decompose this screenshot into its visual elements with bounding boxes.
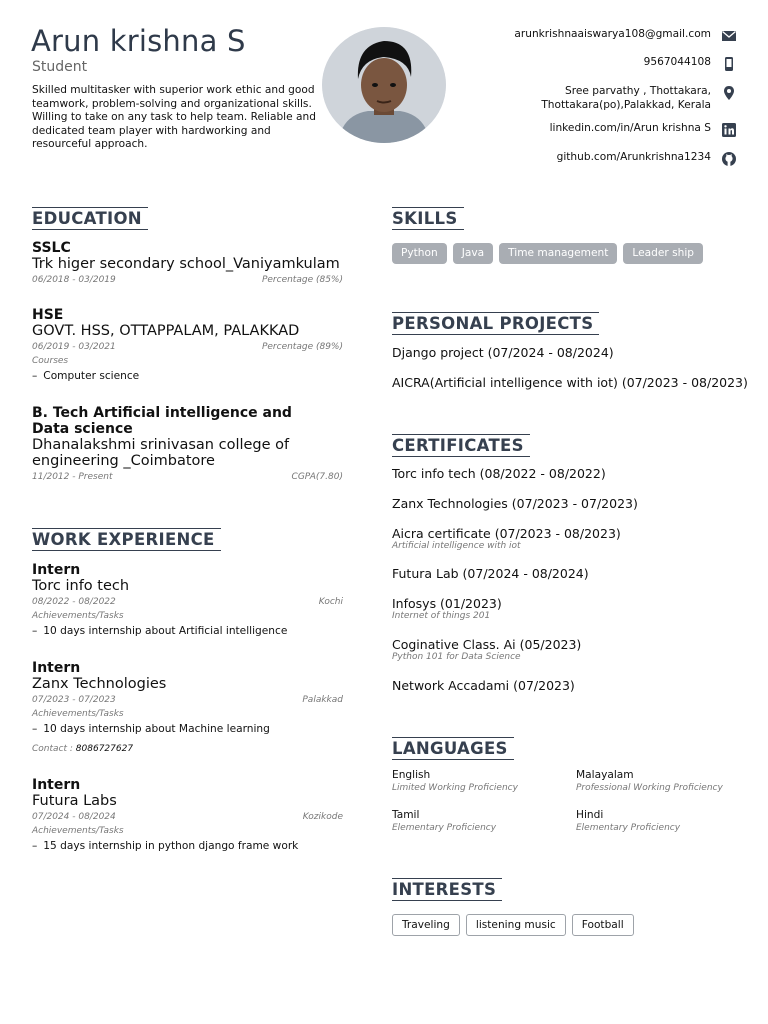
address-line-2: Thottakara(po),Palakkad, Kerala	[541, 98, 711, 111]
work-location: Kozikode	[302, 812, 343, 822]
interest-tag: Football	[572, 914, 634, 936]
contact-email[interactable]	[514, 28, 737, 44]
certificate-item	[392, 466, 606, 481]
linkedin-icon	[721, 122, 737, 138]
education-heading: EDUCATION	[32, 207, 148, 230]
certificates-heading: CERTIFICATES	[392, 434, 530, 457]
address-line-1: Sree parvathy , Thottakara,	[565, 85, 711, 97]
work-contact-value[interactable]: 8086727627	[75, 744, 134, 754]
task-item: – 10 days internship about Machine learning	[32, 723, 343, 735]
interest-tag: Traveling	[392, 914, 460, 936]
projects-heading: PERSONAL PROJECTS	[392, 312, 599, 335]
education-dates: 06/2019 - 03/2021	[32, 342, 116, 352]
languages-heading: LANGUAGES	[392, 737, 514, 760]
work-heading: WORK EXPERIENCE	[32, 528, 221, 551]
work-item	[32, 562, 343, 637]
task-item: – 15 days internship in python django frame work	[32, 840, 343, 852]
education-item-btech	[32, 405, 343, 483]
tasks-label: Achievements/Tasks	[32, 709, 124, 719]
education-score: Percentage (85%)	[261, 275, 343, 285]
skill-tag: Python	[392, 243, 447, 264]
email-text[interactable]: arunkrishnaaiswarya108@gmail.com	[514, 28, 711, 40]
education-school: Dhanalakshmi srinivasan college of engineering _Coimbatore	[32, 437, 290, 469]
work-contact	[32, 744, 343, 754]
certificate-name: Infosys (01/2023)	[392, 596, 502, 611]
resume-name: Arun krishna S	[31, 24, 246, 58]
certificate-item	[392, 526, 621, 551]
interests-tags	[392, 914, 634, 936]
work-contact-label: Contact :	[32, 744, 73, 754]
certificate-item	[392, 596, 502, 621]
envelope-icon	[721, 28, 737, 44]
skills-tags	[392, 243, 703, 264]
language-item	[576, 809, 746, 834]
certificate-item	[392, 496, 638, 511]
work-role: Intern	[32, 777, 81, 793]
skill-tag: Time management	[499, 243, 617, 264]
work-company: Futura Labs	[32, 793, 117, 809]
profile-photo	[322, 27, 446, 143]
language-level: Limited Working Proficiency	[392, 783, 518, 793]
language-level: Elementary Proficiency	[576, 823, 681, 833]
education-degree: B. Tech Artificial intelligence and Data science	[32, 405, 292, 437]
certificate-name: Network Accadami (07/2023)	[392, 678, 575, 693]
course-item: – Computer science	[32, 370, 343, 382]
education-score: Percentage (89%)	[261, 342, 343, 352]
task-item: – 10 days internship about Artificial intelligence	[32, 625, 343, 637]
language-name: English	[392, 769, 431, 781]
language-name: Malayalam	[576, 769, 634, 781]
education-school: GOVT. HSS, OTTAPPALAM, PALAKKAD	[32, 323, 300, 339]
project-item: Django project (07/2024 - 08/2024)	[392, 345, 614, 360]
certificate-name: Zanx Technologies (07/2023 - 07/2023)	[392, 496, 638, 511]
location-pin-icon	[721, 85, 737, 101]
certificate-item	[392, 637, 581, 662]
certificate-name: Futura Lab (07/2024 - 08/2024)	[392, 566, 589, 581]
github-text[interactable]: github.com/Arunkrishna1234	[556, 151, 711, 163]
phone-text[interactable]: 9567044108	[643, 56, 711, 68]
language-name: Hindi	[576, 809, 604, 821]
work-dates: 07/2023 - 07/2023	[32, 695, 116, 705]
work-item	[32, 777, 343, 852]
skill-tag: Leader ship	[623, 243, 703, 264]
project-item: AICRA(Artificial intelligence with iot) (07/2023 - 08/2023)	[392, 375, 748, 390]
certificate-sub: Internet of things 201	[392, 611, 491, 621]
github-icon	[721, 151, 737, 167]
interest-tag: listening music	[466, 914, 566, 936]
language-item	[392, 769, 562, 794]
work-item	[32, 660, 343, 754]
tasks-label: Achievements/Tasks	[32, 611, 124, 621]
work-dates: 08/2022 - 08/2022	[32, 597, 116, 607]
skills-heading: SKILLS	[392, 207, 464, 230]
education-dates: 11/2012 - Present	[32, 472, 113, 482]
work-company: Torc info tech	[32, 578, 130, 594]
certificate-name: Aicra certificate (07/2023 - 08/2023)	[392, 526, 621, 541]
tasks-label: Achievements/Tasks	[32, 826, 124, 836]
work-dates: 07/2024 - 08/2024	[32, 812, 116, 822]
certificate-item	[392, 678, 575, 693]
education-school: Trk higer secondary school_Vaniyamkulam	[32, 256, 340, 272]
contact-linkedin[interactable]	[550, 122, 737, 138]
certificate-name: Coginative Class. Ai (05/2023)	[392, 637, 582, 652]
work-location: Palakkad	[302, 695, 343, 705]
certificate-sub: Python 101 for Data Science	[392, 652, 521, 662]
certificate-item	[392, 566, 589, 581]
interests-heading: INTERESTS	[392, 878, 502, 901]
language-item	[576, 769, 746, 794]
education-degree: SSLC	[32, 240, 71, 256]
education-dates: 06/2018 - 03/2019	[32, 275, 116, 285]
resume-role: Student	[32, 59, 88, 75]
language-item	[392, 809, 562, 834]
summary-text: Skilled multitasker with superior work ethic and good teamwork, problem-solving and organizational skills. Willing to take on any task to help team. Reliable and dedicated team player with hardworking and resourceful approach.	[32, 84, 316, 150]
education-item-sslc	[32, 240, 343, 286]
work-role: Intern	[32, 562, 81, 578]
education-item-hse	[32, 307, 343, 382]
language-name: Tamil	[392, 809, 420, 821]
certificate-sub: Artificial intelligence with iot	[392, 541, 521, 551]
certificate-name: Torc info tech (08/2022 - 08/2022)	[392, 466, 606, 481]
linkedin-text[interactable]: linkedin.com/in/Arun krishna S	[549, 122, 711, 134]
work-company: Zanx Technologies	[32, 676, 167, 692]
skill-tag: Java	[453, 243, 493, 264]
work-role: Intern	[32, 660, 81, 676]
language-level: Professional Working Proficiency	[576, 783, 723, 793]
contact-address	[541, 85, 737, 112]
courses-label: Courses	[32, 356, 69, 366]
phone-icon	[721, 56, 737, 72]
work-location: Kochi	[318, 597, 343, 607]
contact-github[interactable]	[557, 151, 737, 167]
contact-phone[interactable]	[644, 56, 737, 72]
language-level: Elementary Proficiency	[392, 823, 497, 833]
education-degree: HSE	[32, 307, 64, 323]
education-score: CGPA(7.80)	[291, 472, 343, 482]
